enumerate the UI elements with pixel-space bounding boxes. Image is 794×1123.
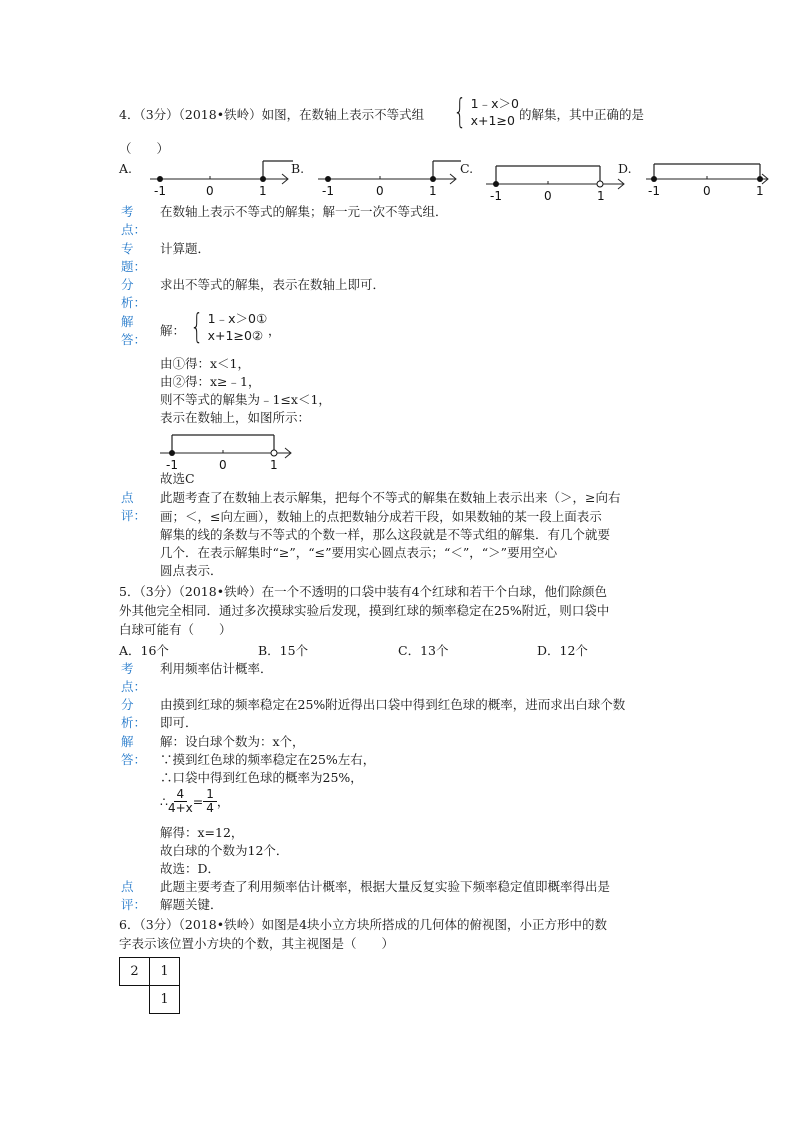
- q5-kaodian-text: 利用频率估计概率．: [160, 661, 273, 676]
- q4-inequality-system: [449, 92, 519, 132]
- q4-system-line-1: 1﹣x＞0: [470, 96, 519, 111]
- therefore-icon: ∴: [160, 793, 168, 809]
- solid-dot: [260, 176, 266, 182]
- q4-dianping-line: 几个．在表示解集时“≥”，“≤”要用实心圆点表示；“＜”，“＞”要用空心: [160, 545, 558, 560]
- q6-stem-line: 字表示该位置小方块的个数，其主视图是（ ）: [119, 936, 395, 951]
- q5-fenxi-label: 分 析：: [121, 697, 147, 730]
- grid-cell: 1: [149, 985, 180, 1014]
- q4-dianping-label: 点 评：: [121, 490, 147, 523]
- q4-option-d-letter: D.: [618, 161, 632, 176]
- q4-system-line-2: x+1≥0: [470, 113, 515, 128]
- tick-label: -1: [648, 184, 660, 198]
- solid-dot: [157, 176, 163, 182]
- q4-solution-system-line-1: 1﹣x＞0①: [207, 311, 268, 326]
- q4-kaodian-text: 在数轴上表示不等式的解集；解一元一次不等式组．: [160, 204, 448, 219]
- q4-answer-numberline: [157, 428, 297, 473]
- q4-option-c-letter: C.: [460, 161, 474, 176]
- q4-solution-line: 表示在数轴上，如图所示：: [160, 410, 311, 425]
- q4-stem-part-a: 4．（3分）（2018•铁岭）如图，在数轴上表示不等式组: [119, 107, 425, 122]
- q4-dianping-line: 此题考查了在数轴上表示解集，把每个不等式的解集在数轴上表示出来（＞，≥向右: [160, 490, 621, 505]
- tick-label: -1: [154, 184, 166, 198]
- q5-equation: ∴ $\frac{4}{4+x}$ = $\frac{1}{4}$ ，: [160, 787, 230, 815]
- q5-option-c: C．13个: [398, 643, 449, 658]
- tick-label: 1: [429, 184, 437, 198]
- q5-stem-line: 白球可能有（ ）: [119, 622, 232, 637]
- q5-solution-line: 解：设白球个数为：x个，: [160, 734, 305, 749]
- brace-icon: {: [453, 92, 467, 132]
- q4-option-a-letter: A.: [119, 161, 133, 176]
- q4-option-a-numberline: [145, 155, 295, 200]
- q5-solution-line: 解得：x=12，: [160, 825, 244, 840]
- q5-dianping-line: 解题关键．: [160, 897, 223, 912]
- tick-label: 1: [597, 189, 605, 203]
- q5-solution-line: ∴口袋中得到红色球的概率为25%，: [160, 770, 363, 785]
- q5-stem-line: 5．（3分）（2018•铁岭）在一个不透明的口袋中装有4个红球和若干个白球，他们除颜色: [119, 584, 608, 599]
- q4-dianping-line: 圆点表示．: [160, 563, 223, 578]
- q5-stem-line: 外其他完全相同．通过多次摸球实验后发现，摸到红球的频率稳定在25%附近，则口袋中: [119, 603, 610, 618]
- q4-option-c-numberline: [483, 160, 633, 205]
- q5-option-d: D．12个: [537, 643, 588, 658]
- q4-solution-line: 则不等式的解集为﹣1≤x＜1，: [160, 392, 331, 407]
- q5-jieda-label: 解 答：: [121, 734, 147, 767]
- tick-label: 1: [259, 184, 267, 198]
- q4-fenxi-label: 分 析：: [121, 277, 147, 310]
- q4-option-d-numberline: [643, 155, 773, 200]
- q5-solution-line: 故白球的个数为12个．: [160, 843, 289, 858]
- q4-stem-part-c: （ ）: [119, 141, 170, 156]
- q4-solution-system: [186, 307, 268, 347]
- tick-label: 0: [703, 184, 711, 198]
- fraction: $\frac{4}{4+x}$: [167, 787, 193, 815]
- tick-label: 0: [219, 458, 227, 472]
- tick-label: -1: [490, 189, 502, 203]
- q5-fenxi-line: 由摸到红球的频率稳定在25%附近得出口袋中得到红色球的概率，进而求出白球个数: [160, 697, 626, 712]
- q5-kaodian-label: 考 点：: [121, 661, 147, 694]
- tick-label: 1: [270, 458, 278, 472]
- tick-label: -1: [322, 184, 334, 198]
- tick-label: 0: [544, 189, 552, 203]
- q5-option-b: B．15个: [258, 643, 309, 658]
- q4-option-b-letter: B.: [291, 161, 305, 176]
- q4-zhuanti-label: 专 题：: [121, 241, 147, 274]
- q4-zhuanti-text: 计算题．: [160, 241, 211, 256]
- brace-icon: {: [190, 307, 204, 347]
- q4-answer-choice: 故选C: [160, 471, 195, 486]
- q5-solution-line: ∵摸到红色球的频率稳定在25%左右，: [160, 752, 376, 767]
- grid-cell: 1: [149, 957, 180, 986]
- q4-kaodian-label: 考 点：: [121, 204, 147, 237]
- grid-cell: 2: [119, 957, 150, 986]
- q5-dianping-line: 此题主要考查了利用频率估计概率，根据大量反复实验下频率稳定值即概率得出是: [160, 879, 611, 894]
- q4-solution-system-line-2: x+1≥0②: [207, 328, 264, 343]
- q4-solution-comma: ，: [268, 323, 281, 338]
- tick-label: -1: [166, 458, 178, 472]
- q5-dianping-label: 点 评：: [121, 879, 147, 912]
- q4-dianping-line: 画；＜，≤向左画），数轴上的点把数轴分成若干段，如果数轴的某一段上面表示: [160, 509, 602, 524]
- tick-label: 0: [206, 184, 214, 198]
- q4-jieda-label: 解 答：: [121, 314, 147, 347]
- q4-solution-line: 由②得：x≥﹣1，: [160, 374, 261, 389]
- q4-dianping-line: 解集的线的条数与不等式的个数一样，那么这段就是不等式组的解集．有几个就要: [160, 527, 611, 542]
- tick-label: 0: [376, 184, 384, 198]
- q4-solution-line: 由①得：x＜1，: [160, 356, 251, 371]
- q5-option-a: A．16个: [119, 643, 169, 658]
- q5-fenxi-line: 即可．: [160, 715, 198, 730]
- fraction: $\frac{1}{4}$: [203, 788, 217, 815]
- q4-fenxi-text: 求出不等式的解集，表示在数轴上即可．: [160, 277, 386, 292]
- q4-solution-jie: 解：: [160, 323, 186, 338]
- q4-stem-part-b: 的解集，其中正确的是: [519, 107, 645, 122]
- q5-solution-line: 故选：D．: [160, 861, 221, 876]
- q4-option-b-numberline: [313, 155, 463, 200]
- tick-label: 1: [756, 184, 764, 198]
- q6-stem-line: 6．（3分）（2018•铁岭）如图是4块小立方块所搭成的几何体的俯视图，小正方形中的数: [119, 917, 608, 932]
